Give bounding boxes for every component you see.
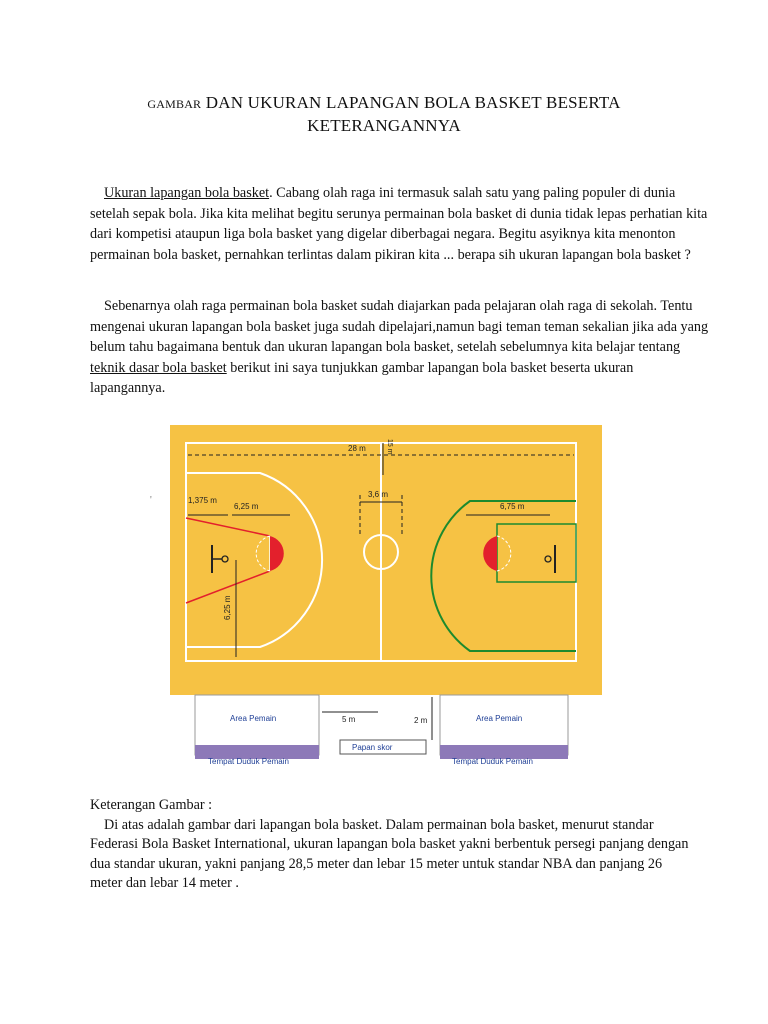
link-teknik-dasar[interactable]: teknik dasar bola basket (90, 359, 227, 376)
second-before-link: Sebenarnya olah raga permainan bola basket sudah diajarkan pada pelajaran olah raga di sekolah. Tentu mengenai ukuran lapangan bola basket juga sudah dipelajari,namun bagi teman teman sekalian jika ada yang belum tahu bagaimana bentuk dan ukuran lapangan bola basket, setelah sebelumnya kita belajar tentang (90, 298, 709, 355)
court-floor (170, 425, 602, 695)
label-vertical: 6,25 m (223, 595, 232, 620)
stray-mark: ' (150, 495, 152, 506)
second-after-link: berikut ini saya tunjukkan gambar lapangan bola basket beserta ukuran lapangannya. (90, 359, 634, 396)
caption-block (90, 796, 690, 894)
seat-label-left: Tempat Duduk Pemain (208, 757, 289, 766)
label-length: 28 m (348, 444, 366, 453)
area-label-left: Area Pemain (230, 714, 277, 723)
label-half-width: 15 m (386, 439, 393, 455)
intro-body: . Cabang olah raga ini termasuk salah satu yang paling populer di dunia setelah sepak bola. Jika kita melihat begitu serunya permainan bola basket di dunia tidak lepas perhatian kita dari kompetisi ataupun liga bola basket yang digelar diberbagai negara. Begitu asyiknya kita menonton permainan bola basket, pernahkan terlintas dalam pikiran kita ... berapa sih ukuran lapangan bola basket ? (90, 185, 708, 263)
label-bench-depth: 2 m (414, 716, 428, 725)
court-diagram (170, 425, 602, 770)
intro-paragraph (90, 183, 710, 265)
caption-body-text: Di atas adalah gambar dari lapangan bola basket. Dalam permainan bola basket, menurut standar Federasi Bola Basket International, ukuran lapangan bola basket yakni berbentuk persegi panjang dengan dua standar ukuran, yakni panjang 28,5 meter dan lebar 15 meter untuk standar NBA dan panjang 26 meter dan lebar 14 meter . (90, 816, 689, 891)
link-ukuran-lapangan[interactable]: Ukuran lapangan bola basket (104, 185, 270, 201)
label-circle: 3,6 m (368, 490, 389, 499)
title-line2: KETERANGANNYA (307, 116, 461, 135)
area-label-right: Area Pemain (476, 714, 523, 723)
seat-label-right: Tempat Duduk Pemain (452, 757, 533, 766)
label-arc-left: 6,25 m (234, 502, 259, 511)
label-arc-right: 6,75 m (500, 502, 525, 511)
label-bench-gap: 5 m (342, 715, 356, 724)
caption-body (90, 816, 690, 894)
caption-heading: Keterangan Gambar : (90, 797, 213, 813)
scoreboard-label: Papan skor (352, 743, 393, 752)
title-small-word: GAMBAR (147, 97, 202, 111)
second-paragraph (90, 296, 710, 399)
title-line1: DAN UKURAN LAPANGAN BOLA BASKET BESERTA (205, 93, 621, 112)
label-baseline: 1,375 m (188, 496, 217, 505)
page-title (0, 92, 768, 137)
